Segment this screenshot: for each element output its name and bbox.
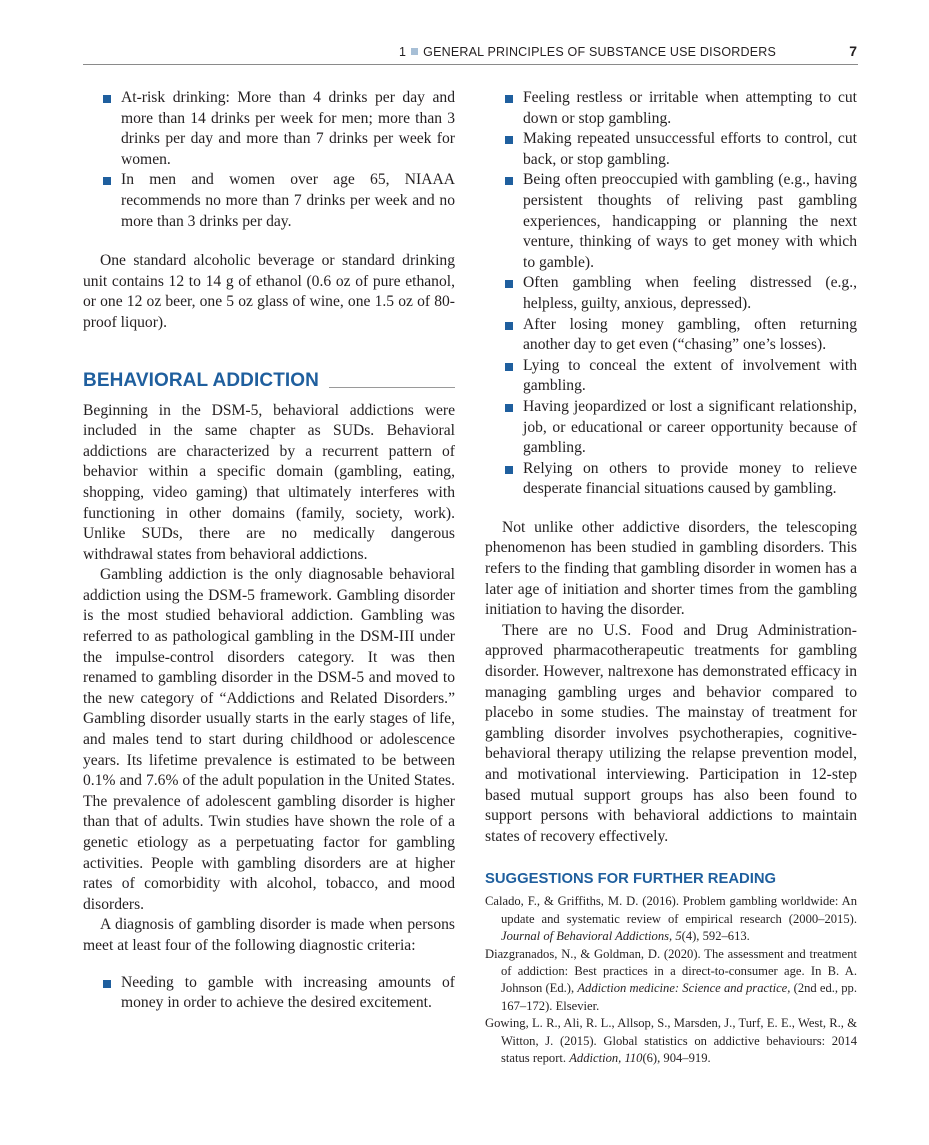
body-paragraph: Beginning in the DSM-5, behavioral addictions were included in the same chapter as SUDs. Behavioral addictions are characterized by a recurrent pattern of behavior within a specific domain (gambling, eating, shopping, video gaming) that ultimately interferes with functioning in other domains (family, society, work). Unlike SUDs, there are no medically dangerous withdrawal states from behavioral addictions. bbox=[83, 401, 455, 563]
reference-journal: Journal of Behavioral Addictions, 5 bbox=[501, 929, 682, 944]
list-item-text: Relying on others to provide money to relieve desperate financial situations caused by gambling. bbox=[523, 459, 857, 498]
square-bullet-icon bbox=[103, 980, 111, 988]
list-item bbox=[83, 170, 455, 232]
list-item bbox=[485, 397, 857, 459]
criteria-bullet-list bbox=[485, 88, 857, 500]
list-item bbox=[485, 88, 857, 129]
further-reading-heading: SUGGESTIONS FOR FURTHER READING bbox=[485, 871, 777, 888]
reference-text: Diazgranados, N., & Goldman, D. (2020). The assessment and treatment of addiction: Best practices in a direct-to-consumer age. In B. A. Johnson (Ed.), bbox=[485, 946, 857, 996]
reference-journal: Addiction, 110 bbox=[569, 1051, 643, 1066]
reference-text: Calado, F., & Griffiths, M. D. (2016). Problem gambling worldwide: An update and systematic review of empirical research (2000–2015). bbox=[485, 894, 857, 926]
list-item bbox=[83, 973, 455, 1014]
reference-list bbox=[485, 893, 857, 1067]
running-header bbox=[83, 44, 858, 65]
list-item-text: Being often preoccupied with gambling (e.g., having persistent thoughts of reliving past gambling experiences, handicapping or planning the next venture, thinking of ways to get money with which to gamble). bbox=[523, 171, 857, 271]
square-bullet-icon bbox=[103, 95, 111, 103]
square-bullet-icon bbox=[505, 280, 513, 288]
reference-text: (2nd ed., pp. 167–172). Elsevier. bbox=[501, 981, 857, 1013]
reference-text: (4), 592–613. bbox=[681, 929, 750, 944]
square-bullet-icon bbox=[505, 404, 513, 412]
square-bullet-icon bbox=[505, 177, 513, 185]
list-item bbox=[485, 459, 857, 500]
list-item bbox=[485, 129, 857, 170]
list-item-text: At-risk drinking: More than 4 drinks per day and more than 14 drinks per week for men; more than 3 drinks per day and more than 7 drinks per week for women. bbox=[121, 89, 455, 168]
square-bullet-icon bbox=[103, 177, 111, 185]
reference-text: Gowing, L. R., Ali, R. L., Allsop, S., Marsden, J., Turf, E. E., West, R., & Witton, J. (2015). Global statistics on addictive behaviours: 2014 status report. bbox=[485, 1016, 857, 1066]
list-item-text: Often gambling when feeling distressed (e.g., helpless, guilty, anxious, depressed). bbox=[523, 274, 857, 312]
list-item bbox=[485, 356, 857, 397]
square-bullet-icon bbox=[505, 322, 513, 330]
reference-item bbox=[485, 946, 857, 1016]
standard-drink-paragraph: One standard alcoholic beverage or standard drinking unit contains 12 to 14 g of ethanol (0.6 oz of pure ethanol, or one 12 oz beer, one 5 oz glass of wine, one 1.5 oz of 80-proof liquor). bbox=[83, 252, 455, 331]
list-item-text: Feeling restless or irritable when attempting to cut down or stop gambling. bbox=[523, 89, 857, 127]
list-item bbox=[83, 88, 455, 170]
body-paragraph: There are no U.S. Food and Drug Administration-approved pharmacotherapeutic treatments for gambling disorder. However, naltrexone has demonstrated efficacy in managing gambling urges and behavior compared to placebo in some studies. The mainstay of treatment for gambling disorder involves psychotherapies, cognitive-behavioral therapy utilizing the relapse prevention model, and motivational interviewing. Participation in 12-step based mutual support groups has also been found to support persons with behavioral addictions to maintain states of recovery effectively. bbox=[485, 621, 857, 845]
list-item-text: Lying to conceal the extent of involvement with gambling. bbox=[523, 356, 857, 395]
list-item-text: Making repeated unsuccessful efforts to control, cut back, or stop gambling. bbox=[523, 130, 857, 168]
section-heading bbox=[83, 369, 455, 395]
chapter-title: GENERAL PRINCIPLES OF SUBSTANCE USE DISORDERS bbox=[423, 45, 776, 59]
reference-item bbox=[485, 1015, 857, 1067]
reference-text: (6), 904–919. bbox=[642, 1051, 711, 1066]
square-bullet-icon bbox=[505, 136, 513, 144]
left-column bbox=[83, 88, 455, 1014]
body-paragraph: Not unlike other addictive disorders, the telescoping phenomenon has been studied in gambling disorders. This refers to the finding that gambling disorder in women has a later age of initiation and shorter times from the gambling initiation to having the disorder. bbox=[485, 518, 857, 619]
square-bullet-icon bbox=[505, 466, 513, 474]
square-bullet-icon bbox=[505, 95, 513, 103]
list-item-text: In men and women over age 65, NIAAA recommends no more than 7 drinks per week and no more than 3 drinks per day. bbox=[121, 171, 455, 230]
chapter-number: 1 bbox=[399, 45, 407, 59]
body-paragraph: A diagnosis of gambling disorder is made when persons meet at least four of the following diagnostic criteria: bbox=[83, 916, 455, 954]
square-bullet-icon bbox=[505, 363, 513, 371]
running-head bbox=[399, 45, 776, 59]
heading-rule bbox=[329, 387, 455, 388]
list-item-text: After losing money gambling, often returning another day to get even (“chasing” one’s losses). bbox=[523, 315, 857, 354]
square-bullet-icon bbox=[411, 48, 418, 55]
list-item bbox=[485, 273, 857, 314]
reference-item bbox=[485, 893, 857, 945]
list-item-text: Needing to gamble with increasing amounts of money in order to achieve the desired excitement. bbox=[121, 973, 455, 1012]
list-item bbox=[485, 170, 857, 273]
body-paragraph: Gambling addiction is the only diagnosable behavioral addiction using the DSM-5 framework. Gambling disorder is the most studied behavioral addiction. Gambling was referred to as pathological gambling in the DSM-III under the impulse-control disorders category. It was then renamed to gambling disorder in the DSM-5 and moved to the new category of “Addictions and Related Disorders.” Gambling disorder usually starts in the early stages of life, and males tend to start during childhood or adolescence years. Its lifetime prevalence is estimated to be between 0.1% and 7.6% of the adult population in the United States. The prevalence of adolescent gambling disorder is higher than that of adults. Twin studies have shown the role of a genetic etiology as a perpetuating factor for gambling activities. People with gambling disorders are at higher rates of comorbidity with alcohol, tobacco, and mood disorders. bbox=[83, 566, 455, 913]
drinking-bullet-list bbox=[83, 88, 455, 232]
list-item bbox=[485, 315, 857, 356]
page-number: 7 bbox=[849, 43, 857, 59]
right-column bbox=[485, 88, 857, 1067]
reference-journal: Addiction medicine: Science and practice, bbox=[577, 981, 791, 996]
section-heading-text: BEHAVIORAL ADDICTION bbox=[83, 369, 319, 391]
list-item-text: Having jeopardized or lost a significant relationship, job, or educational or career opportunity because of gambling. bbox=[523, 397, 857, 457]
criteria-bullet-list bbox=[83, 973, 455, 1014]
